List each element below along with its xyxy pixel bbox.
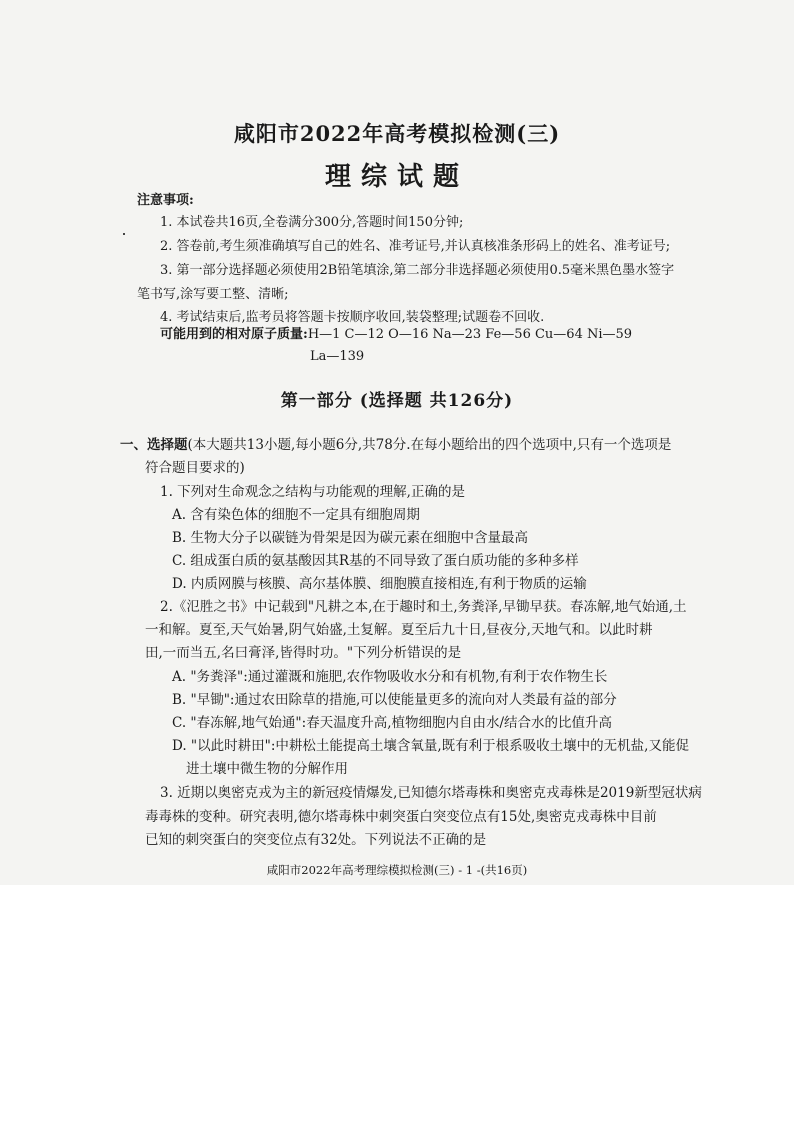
atomic-mass-label: 可能用到的相对原子质量: <box>160 327 308 342</box>
atomic-mass-values: H—1 C—12 O—16 Na—23 Fe—56 Cu—64 Ni—59 <box>307 327 633 342</box>
section-intro-cont: 符合题目要求的) <box>145 460 245 476</box>
question-2-option-d: D. "以此时耕田":中耕松土能提高土壤含氧量,既有利于根系吸收土壤中的无机盐,又能促 <box>172 738 689 754</box>
notice-item-4: 4. 考试结束后,监考员将答题卡按顺序收回,装袋整理;试题卷不回收. <box>160 310 545 325</box>
exam-subject-title: 理综试题 <box>324 162 469 192</box>
question-2-option-c: C. "春冻解,地气始通":春天温度升高,植物细胞内自由水/结合水的比值升高 <box>172 715 613 731</box>
notice-item-1: 1. 本试卷共16页,全卷满分300分,答题时间150分钟; <box>160 215 464 230</box>
section-intro-text: (本大题共13小题,每小题6分,共78分.在每小题给出的四个选项中,只有一个选项是 <box>187 437 672 453</box>
page-footer: 咸阳市2022年高考理综模拟检测(三) - 1 -(共16页) <box>266 863 528 877</box>
question-3-stem-line-3: 已知的刺突蛋白的突变位点有32处。下列说法不正确的是 <box>145 832 487 848</box>
notice-item-3-cont: 笔书写,涂写要工整、清晰; <box>137 287 289 302</box>
section-intro-label: 一、选择题 <box>120 437 188 453</box>
question-3-stem-line-1: 3. 近期以奥密克戎为主的新冠疫情爆发,已知德尔塔毒株和奥密克戎毒株是2019新型冠状病 <box>160 785 702 801</box>
question-2-stem-line-2: 一和解。夏至,天气始暑,阴气始盛,土复解。夏至后九十日,昼夜分,天地气和。以此时耕 <box>145 622 653 638</box>
atomic-mass-values-cont: La—139 <box>310 349 365 364</box>
atomic-mass-row <box>160 326 632 344</box>
question-2-stem-line-3: 田,一而当五,名曰膏泽,皆得时功。"下列分析错误的是 <box>145 645 462 661</box>
exam-title: 咸阳市2022年高考模拟检测(三) <box>233 121 561 146</box>
notice-item-2: 2. 答卷前,考生须准确填写自己的姓名、准考证号,并认真核准条形码上的姓名、准考证号; <box>160 239 671 254</box>
question-2-option-d-cont: 进土壤中微生物的分解作用 <box>186 761 348 777</box>
question-2-option-a: A. "务粪泽":通过灌溉和施肥,农作物吸收水分和有机物,有利于农作物生长 <box>172 669 608 685</box>
section-intro <box>120 436 671 454</box>
question-2-stem-line-1: 2.《氾胜之书》中记载到"凡耕之本,在于趣时和土,务粪泽,早锄早获。春冻解,地气始通,土 <box>160 599 687 615</box>
blank-bottom-area <box>0 885 794 1122</box>
question-1-option-c: C. 组成蛋白质的氨基酸因其R基的不同导致了蛋白质功能的多种多样 <box>172 553 579 569</box>
question-3-stem-line-2: 毒毒株的变种。研究表明,德尔塔毒株中刺突蛋白突变位点有15处,奥密克戎毒株中目前 <box>145 809 657 825</box>
scan-dot <box>123 233 125 235</box>
question-1-stem: 1. 下列对生命观念之结构与功能观的理解,正确的是 <box>160 484 465 500</box>
section-title: 第一部分 (选择题 共126分) <box>280 391 514 411</box>
question-2-option-b: B. "早锄":通过农田除草的措施,可以使能量更多的流向对人类最有益的部分 <box>172 692 617 708</box>
question-1-option-b: B. 生物大分子以碳链为骨架是因为碳元素在细胞中含量最高 <box>172 530 529 546</box>
notice-item-3: 3. 第一部分选择题必须使用2B铅笔填涂,第二部分非选择题必须使用0.5毫米黑色墨水签字 <box>160 263 675 278</box>
notice-heading: 注意事项: <box>137 193 194 208</box>
question-1-option-d: D. 内质网膜与核膜、高尔基体膜、细胞膜直接相连,有利于物质的运输 <box>172 576 587 592</box>
question-1-option-a: A. 含有染色体的细胞不一定具有细胞周期 <box>172 507 420 523</box>
